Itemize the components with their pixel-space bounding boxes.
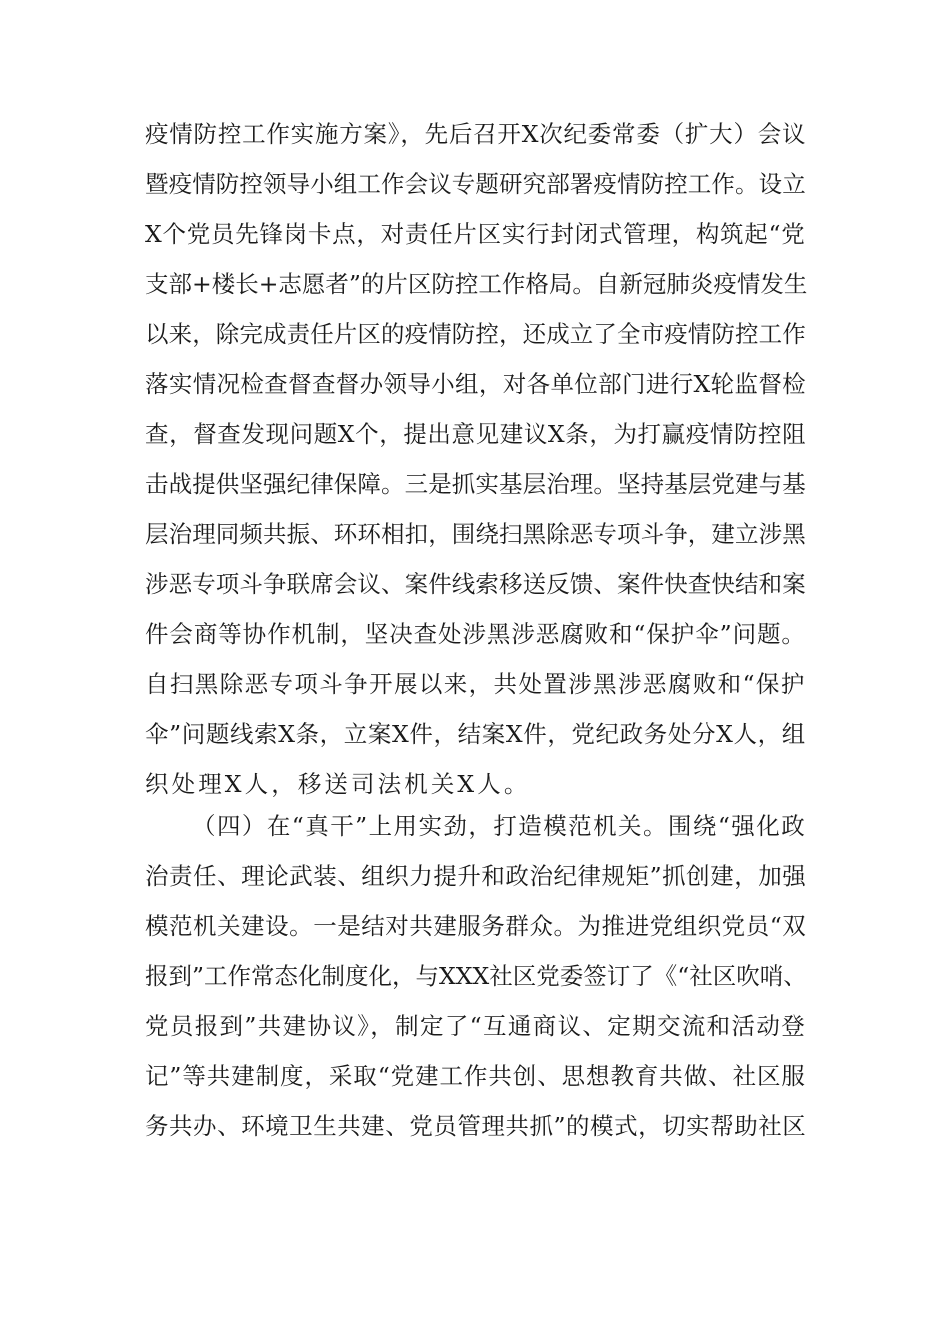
text-line: 自扫黑除恶专项斗争开展以来，共处置涉黑涉恶腐败和“保护 xyxy=(145,670,806,698)
text-line: 党员报到”共建协议》，制定了“互通商议、定期交流和活动登 xyxy=(145,1012,807,1040)
text-line: 落实情况检查督查督办领导小组，对各单位部门进行X轮监督检 xyxy=(145,370,807,398)
text-line: 疫情防控工作实施方案》，先后召开X次纪委常委（扩大）会议 xyxy=(145,120,807,148)
text-line: 报到”工作常态化制度化，与XXX社区党委签订了《“社区吹哨、 xyxy=(145,962,807,990)
text-line: X个党员先锋岗卡点，对责任片区实行封闭式管理，构筑起“党 xyxy=(145,220,806,248)
text-line: 击战提供坚强纪律保障。三是抓实基层治理。坚持基层党建与基 xyxy=(145,470,806,498)
text-line: 层治理同频共振、环环相扣，围绕扫黑除恶专项斗争，建立涉黑 xyxy=(145,520,806,548)
text-line: 记”等共建制度，采取“党建工作共创、思想教育共做、社区服 xyxy=(145,1062,806,1090)
text-line: 模范机关建设。一是结对共建服务群众。为推进党组织党员“双 xyxy=(145,912,807,940)
text-line: 以来，除完成责任片区的疫情防控，还成立了全市疫情防控工作 xyxy=(145,320,806,348)
text-line: 务共办、环境卫生共建、党员管理共抓”的模式，切实帮助社区 xyxy=(145,1112,807,1140)
text-line: 查，督查发现问题X个，提出意见建议X条，为打赢疫情防控阻 xyxy=(145,420,807,448)
text-line: 伞”问题线索X条，立案X件，结案X件，党纪政务处分X人，组 xyxy=(145,720,806,748)
text-line: 暨疫情防控领导小组工作会议专题研究部署疫情防控工作。设立 xyxy=(145,170,806,198)
text-line: 治责任、理论武装、组织力提升和政治纪律规矩”抓创建，加强 xyxy=(145,862,807,890)
text-line: 支部+楼长+志愿者”的片区防控工作格局。自新冠肺炎疫情发生 xyxy=(145,270,808,298)
paragraph-first-line: （四）在“真干”上用实劲，打造模范机关。围绕“强化政 xyxy=(192,812,807,840)
text-line: 件会商等协作机制，坚决查处涉黑涉恶腐败和“保护伞”问题。 xyxy=(145,620,806,648)
text-line: 涉恶专项斗争联席会议、案件线索移送反馈、案件快查快结和案 xyxy=(145,570,806,598)
text-line: 织处理X人，移送司法机关X人。 xyxy=(145,770,531,798)
